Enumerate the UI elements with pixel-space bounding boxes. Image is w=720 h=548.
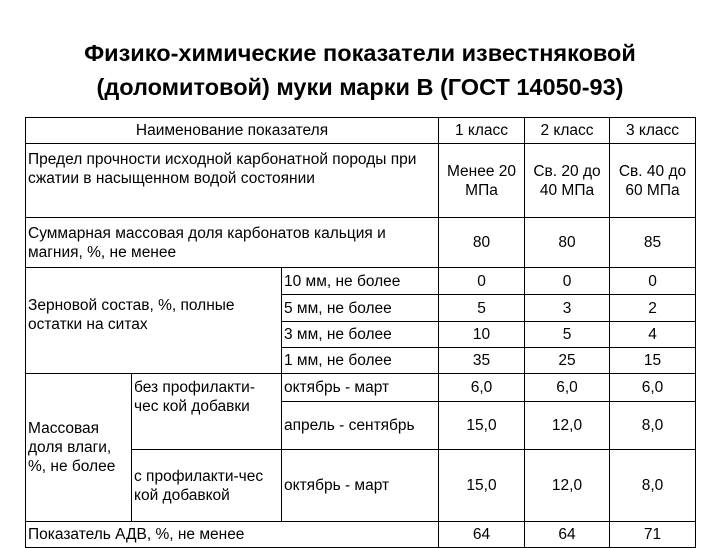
grain-class-3: 2 bbox=[610, 295, 696, 322]
header-class-3: 3 класс bbox=[610, 118, 696, 144]
grain-class-3: 15 bbox=[610, 348, 696, 374]
table-row-grain bbox=[26, 268, 696, 295]
grain-class-1: 10 bbox=[439, 322, 525, 348]
grain-class-3: 4 bbox=[610, 322, 696, 348]
moisture-period: октябрь - март bbox=[282, 450, 439, 522]
adv-class-2: 64 bbox=[525, 522, 610, 548]
grain-sieve: 3 мм, не более bbox=[282, 322, 439, 348]
table-row-moisture bbox=[26, 374, 696, 402]
strength-class-3: Св. 40 до 60 МПа bbox=[610, 144, 696, 218]
grain-class-3: 0 bbox=[610, 268, 696, 295]
indicators-table bbox=[25, 117, 696, 548]
table-row-carbonates bbox=[26, 218, 696, 268]
moisture-class-1: 15,0 bbox=[439, 450, 525, 522]
moisture-class-3: 6,0 bbox=[610, 374, 696, 402]
page-title bbox=[0, 36, 720, 104]
header-class-2: 2 класс bbox=[525, 118, 610, 144]
carbonates-class-1: 80 bbox=[439, 218, 525, 268]
carbonates-class-2: 80 bbox=[525, 218, 610, 268]
moisture-label: Массовая доля влаги, %, не более bbox=[26, 374, 132, 522]
strength-class-1: Менее 20 МПа bbox=[439, 144, 525, 218]
moisture-class-2: 12,0 bbox=[525, 450, 610, 522]
grain-class-2: 25 bbox=[525, 348, 610, 374]
grain-label: Зерновой состав, %, полные остатки на ситах bbox=[26, 268, 282, 374]
moisture-class-1: 6,0 bbox=[439, 374, 525, 402]
header-class-1: 1 класс bbox=[439, 118, 525, 144]
adv-class-1: 64 bbox=[439, 522, 525, 548]
grain-class-2: 3 bbox=[525, 295, 610, 322]
grain-class-2: 5 bbox=[525, 322, 610, 348]
adv-class-3: 71 bbox=[610, 522, 696, 548]
carbonates-class-3: 85 bbox=[610, 218, 696, 268]
header-name: Наименование показателя bbox=[26, 118, 439, 144]
title-line-1: Физико-химические показатели известняковой bbox=[84, 40, 636, 66]
moisture-with-additive: с профилакти-чес кой добавкой bbox=[132, 450, 282, 522]
moisture-period: октябрь - март bbox=[282, 374, 439, 402]
moisture-class-3: 8,0 bbox=[610, 450, 696, 522]
moisture-class-2: 12,0 bbox=[525, 402, 610, 450]
grain-class-1: 5 bbox=[439, 295, 525, 322]
strength-label: Предел прочности исходной карбонатной породы при сжатии в насыщенном водой состоянии bbox=[26, 144, 439, 218]
table-header-row bbox=[26, 118, 696, 144]
carbonates-label: Суммарная массовая доля карбонатов кальция и магния, %, не менее bbox=[26, 218, 439, 268]
moisture-without-additive: без профилакти-чес кой добавки bbox=[132, 374, 282, 450]
grain-class-1: 0 bbox=[439, 268, 525, 295]
moisture-period: апрель - сентябрь bbox=[282, 402, 439, 450]
strength-class-2: Св. 20 до 40 МПа bbox=[525, 144, 610, 218]
grain-sieve: 1 мм, не более bbox=[282, 348, 439, 374]
grain-class-2: 0 bbox=[525, 268, 610, 295]
adv-label: Показатель АДВ, %, не менее bbox=[26, 522, 439, 548]
moisture-class-2: 6,0 bbox=[525, 374, 610, 402]
table-row-strength bbox=[26, 144, 696, 218]
title-line-2: (доломитовой) муки марки В (ГОСТ 14050-93) bbox=[96, 74, 624, 100]
grain-sieve: 10 мм, не более bbox=[282, 268, 439, 295]
grain-class-1: 35 bbox=[439, 348, 525, 374]
grain-sieve: 5 мм, не более bbox=[282, 295, 439, 322]
moisture-class-3: 8,0 bbox=[610, 402, 696, 450]
table-row-adv bbox=[26, 522, 696, 548]
moisture-class-1: 15,0 bbox=[439, 402, 525, 450]
